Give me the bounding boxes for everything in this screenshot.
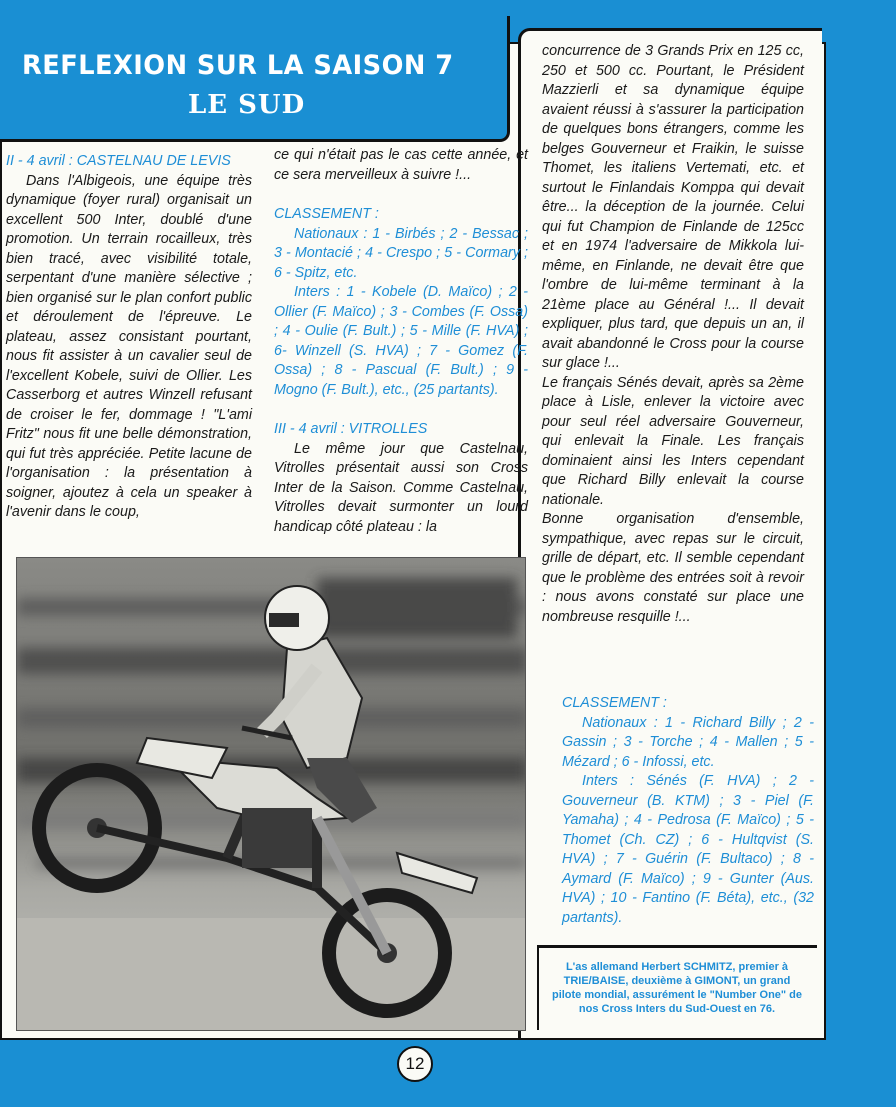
classement-inters: Inters : 1 - Kobele (D. Maïco) ; 2 - Ollier (F. Maïco) ; 3 - Combes (F. Ossa) ; 4 - Oulie (F. Bult.) ; 5 - Mille (F. HVA) ; 6- Winzell (S. HVA) ; 7 - Gomez (F. Ossa) ; 8 - Pascual (F. Bult.) ; 9 - Mogno (F. Bult.), etc., (25 partants). — [274, 284, 528, 398]
article-title: REFLEXION SUR LA SAISON 7 — [22, 50, 454, 81]
column-right — [542, 42, 804, 627]
classement-nationaux: Nationaux : 1 - Birbés ; 2 - Bessac ; 3 - Montacié ; 4 - Crespo ; 5 - Cormary ; 6 - Spitz, etc. — [274, 225, 528, 281]
classement-nationaux: Nationaux : 1 - Richard Billy ; 2 - Gassin ; 3 - Torche ; 4 - Mallen ; 5 - Mézard ; 6 - Infossi, etc. — [562, 714, 814, 770]
classement-inters: Inters : Sénés (F. HVA) ; 2 - Gouverneur (B. KTM) ; 3 - Piel (F. Yamaha) ; 4 - Pedrosa (F. Maïco) ; 5 - Thomet (Ch. CZ) ; 6 - Hultqvist (S. HVA) ; 7 - Guérin (F. Bultaco) ; 8 - Aymard (F. Maïco) ; 9 - Gunter (Aus. HVA) ; 10 - Fantino (F. Béta), etc., (32 partants). — [562, 773, 814, 926]
page-number: 12 — [397, 1046, 433, 1082]
paragraph: Le même jour que Castelnau, Vitrolles présentait aussi son Cross Inter de la Saison. Comme Castelnau, Vitrolles devait surmonter un lourd handicap côté plateau : la — [274, 440, 528, 535]
section-heading-vitrolles: III - 4 avril : VITROLLES — [274, 421, 428, 437]
classement-heading: CLASSEMENT : — [562, 695, 667, 711]
photo-caption: L'as allemand Herbert SCHMITZ, premier à TRIE/BAISE, deuxième à GIMONT, un grand pilote mondial, assurément le "Number One" de nos Cross Inters du Sud-Ouest en 76. — [551, 961, 803, 1015]
paragraph: Dans l'Albigeois, une équipe très dynamique (foyer rural) organisait un excellent 500 Inter, doublé d'une promotion. Un terrain rocailleux, très bien tracé, avec visibilité totale, serpentant d'une manière sélective ; bien organisé sur le plan confort public et déroulement de l'épreuve. Le plateau, assez consistant pourtant, nous fit assister à un cavalier seul de l'excellent Kobele, suivi de Ollier. Les Casserborg et autres Winzell refusant de croiser le fer, dommage ! "L'ami Fritz" nous fit une belle démonstration, qui fut très appréciée. Petite lacune de l'organisation : la présentation à soigner, ajoutez à cela un speaker à l'avenir dans le coup, — [6, 172, 252, 520]
paragraph: Le français Sénés devait, après sa 2ème place à Lisle, enlever la victoire avec pour seul réel adversaire Gouverneur, qui enlevait la Finale. Les français dominaient ainsi les Inters cependant que Richard Billy enlevait la course nationale. — [542, 374, 804, 508]
paragraph: concurrence de 3 Grands Prix en 125 cc, 250 et 500 cc. Pourtant, le Président Mazzierli et sa dynamique équipe avaient réussi à s'assurer la participation de quelques bons étrangers, comme les belges Gouverneur et Fraikin, le suisse Thomet, les italiens Vertemati, etc. et surtout le Finlandais Komppa qui devait être... la déception de la journée. Celui qui fut Champion de Finlande de 125cc et en 1974 l'adversaire de Mikkola lui-même, en Finlande, ne devait être que l'ombre de lui-même terminant à la 21ème place au Général !... Il devait expliquer, plus tard, que depuis un an, il avait abandonné le Cross pour la course sur glace !... — [542, 43, 804, 371]
classement-heading: CLASSEMENT : — [274, 206, 379, 222]
paragraph: ce qui n'était pas le cas cette année, et ce sera merveilleux à suivre !... — [274, 147, 528, 183]
column-left — [6, 152, 252, 523]
column-right-results — [562, 694, 814, 928]
motocross-photo — [16, 557, 526, 1031]
paragraph: Bonne organisation d'ensemble, sympathique, avec repas sur le circuit, grille de départ, etc. Il semble cependant que le problème des entrées soit à revoir : nous avons constaté sur place une nombreuse resquille !... — [542, 511, 804, 625]
column-middle — [274, 146, 528, 537]
article-subtitle: LE SUD — [188, 90, 306, 120]
section-heading-castelnau: II - 4 avril : CASTELNAU DE LEVIS — [6, 153, 231, 169]
